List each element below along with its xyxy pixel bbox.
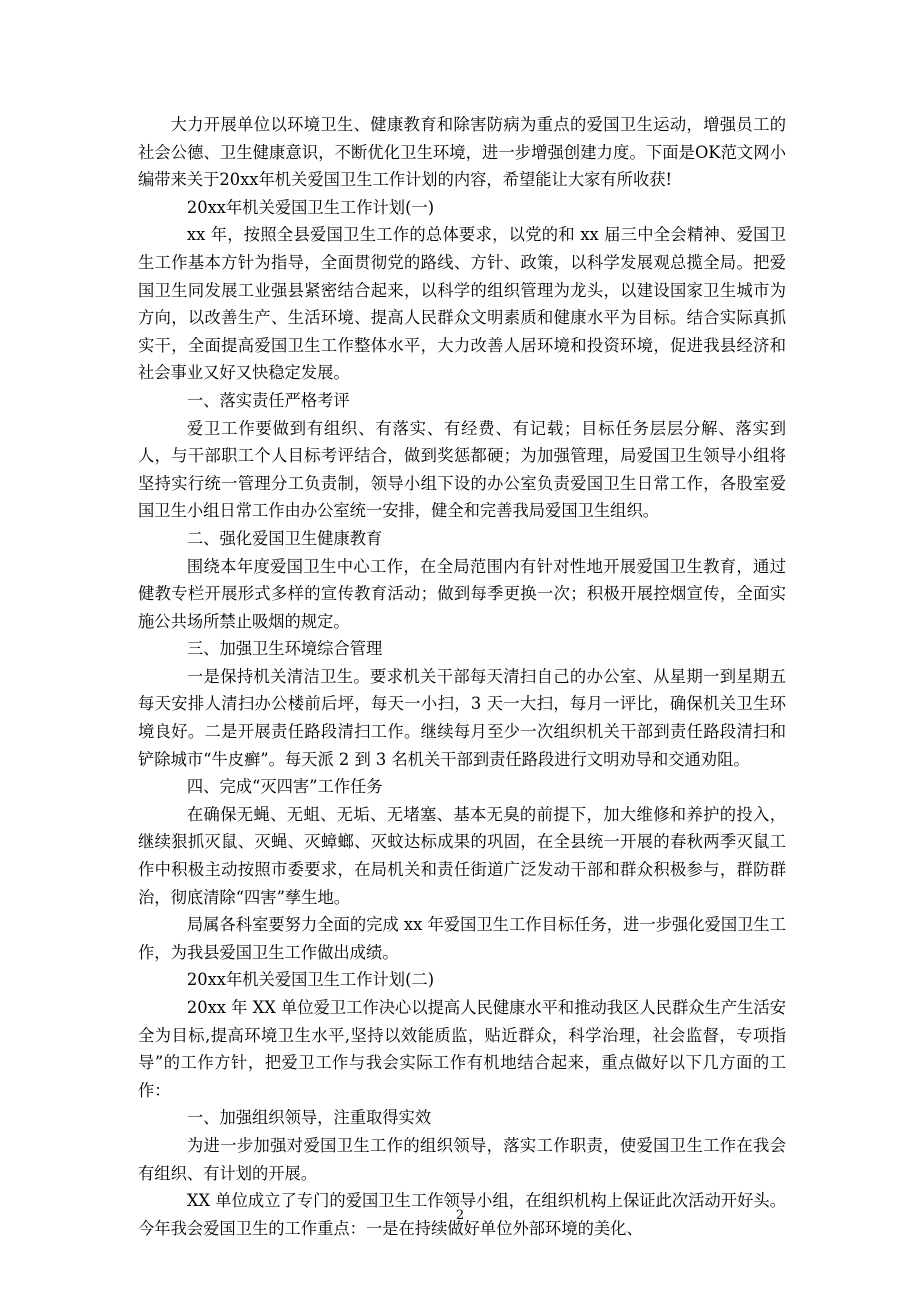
document-body — [138, 111, 786, 1242]
plan1-section3-text: 一是保持机关清洁卫生。要求机关干部每天清扫自己的办公室、从星期一到星期五每天安排人清扫办公楼前后坪，每天一小扫，3 天一大扫，每月一评比，确保机关卫生环境良好。二是开展责任路段清扫工作。继续每月至少一次组织机关干部到责任路段清扫和铲除城市“牛皮癣”。每天派 2 到 3 名机关干部到责任路段进行文明劝导和交通劝阻。 — [138, 666, 786, 769]
plan2-lead-paragraph: 20xx 年 XX 单位爱卫工作决心以提高人民健康水平和推动我区人民群众生产生活安全为目标,提高环境卫生水平,坚持以效能质监，贴近群众，科学治理，社会监督，专项指导”的工作方针，把爱卫工作与我会实际工作有机地结合起来，重点做好以下几方面的工作： — [138, 998, 786, 1100]
plan1-title: 20xx年机关爱国卫生工作计划(一) — [186, 197, 435, 217]
intro-paragraph: 大力开展单位以环境卫生、健康教育和除害防病为重点的爱国卫生运动，增强员工的社会公德、卫生健康意识，不断优化卫生环境，进一步增强创建力度。下面是OK范文网小编带来关于20xx年机关爱国卫生工作计划的内容，希望能让大家有所收获! — [138, 115, 786, 190]
plan1-lead-paragraph: xx 年，按照全县爱国卫生工作的总体要求，以党的和 xx 届三中全会精神、爱国卫生工作基本方针为指导，全面贯彻党的路线、方针、政策，以科学发展观总揽全局。把爱国卫生同发展工业强县紧密结合起来，以科学的组织管理为龙头，以建设国家卫生城市为方向，以改善生产、生活环境、提高人民群众文明素质和健康水平为目标。结合实际真抓实干，全面提高爱国卫生工作整体水平，大力改善人居环境和投资环境，促进我县经济和社会事业又好又快稳定发展。 — [138, 225, 786, 383]
page-number: 2 — [455, 1208, 465, 1223]
plan1-closing-paragraph: 局属各科室要努力全面的完成 xx 年爱国卫生工作目标任务，进一步强化爱国卫生工作，为我县爱国卫生工作做出成绩。 — [138, 915, 786, 962]
plan1-section1-title: 一、落实责任严格考评 — [186, 390, 350, 410]
plan1-section2-text: 围绕本年度爱国卫生中心工作，在全局范围内有针对性地开展爱国卫生教育，通过健教专栏开展形式多样的宣传教育活动；做到每季更换一次；积极开展控烟宣传，全面实施公共场所禁止吸烟的规定。 — [138, 556, 786, 631]
plan1-section2-title: 二、强化爱国卫生健康教育 — [186, 528, 383, 548]
plan1-section3-title: 三、加强卫生环境综合管理 — [186, 639, 383, 659]
plan2-section1-text: 为进一步加强对爱国卫生工作的组织领导，落实工作职责，使爱国卫生工作在我会有组织、有计划的开展。 — [138, 1135, 786, 1183]
plan1-section4-text: 在确保无蝇、无蛆、无垢、无堵塞、基本无臭的前提下，加大维修和养护的投入，继续狠抓灭鼠、灭蝇、灭蟑螂、灭蚊达标成果的巩固，在全县统一开展的春秋两季灭鼠工作中积极主动按照市委要求，在局机关和责任街道广泛发动干部和群众积极参与，群防群治，彻底清除“四害”孳生地。 — [138, 804, 786, 907]
plan2-section1-text-2: XX 单位成立了专门的爱国卫生工作领导小组，在组织机构上保证此次活动开好头。今年我会爱国卫生的工作重点：一是在持续做好单位外部环境的美化、 — [138, 1191, 786, 1238]
plan2-title: 20xx年机关爱国卫生工作计划(二) — [186, 970, 435, 990]
plan1-section1-text: 爱卫工作要做到有组织、有落实、有经费、有记载；目标任务层层分解、落实到人，与干部职工个人目标考评结合，做到奖惩都硬；为加强管理，局爱国卫生领导小组将坚持实行统一管理分工负责制，领导小组下设的办公室负责爱国卫生日常工作，各股室爱国卫生小组日常工作由办公室统一安排，健全和完善我局爱国卫生组织。 — [138, 418, 786, 521]
plan1-section4-title: 四、完成“灭四害”工作任务 — [186, 777, 383, 797]
plan2-section1-title: 一、加强组织领导，注重取得实效 — [186, 1108, 432, 1128]
